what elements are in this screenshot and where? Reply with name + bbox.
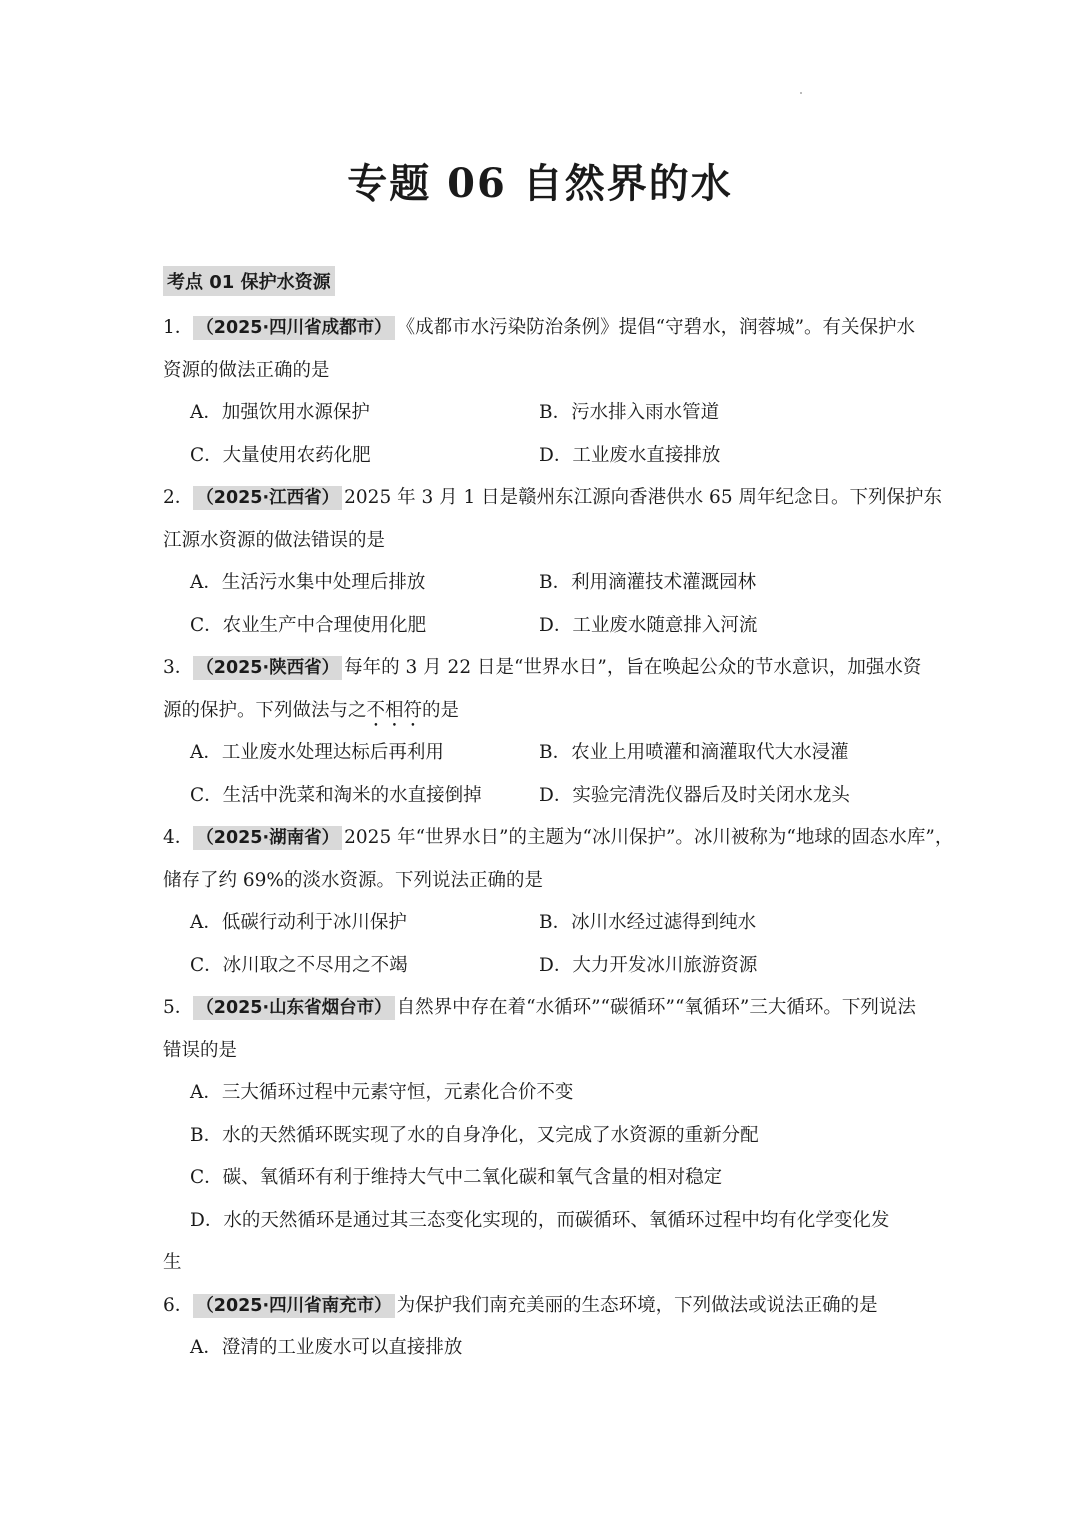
question-number: 4．	[163, 827, 194, 848]
question-stem: 2025 年“世界水日”的主题为“冰川保护”。冰川被称为“地球的固态水库”，	[344, 827, 954, 848]
option-c: C．冰川取之不尽用之不竭	[190, 954, 408, 976]
option-a: A．工业废水处理达标后再利用	[190, 742, 444, 763]
question-source-tag: （2025·四川省成都市）	[193, 316, 394, 340]
stem-text: 的是	[422, 699, 460, 721]
option-b: B．水的天然循环既实现了水的自身净化，又完成了水资源的重新分配	[190, 1124, 759, 1146]
question-6-stem-line	[163, 1285, 923, 1328]
question-number: 5．	[163, 997, 194, 1018]
question-source-tag: （2025·湖南省）	[193, 826, 342, 850]
stem-text: 源的保护。下列做法与之	[163, 699, 367, 721]
option-b: B．污水排入雨水管道	[539, 402, 720, 423]
emphasis-text: 不相符	[366, 699, 423, 721]
page-title: 专题 06 自然界的水	[347, 160, 733, 207]
question-stem: 每年的 3 月 22 日是“世界水日”，旨在唤起公众的节水意识，加强水资	[344, 657, 922, 678]
question-4-options-row-2	[163, 945, 923, 988]
question-2-stem-line	[163, 477, 942, 520]
question-number: 6．	[163, 1294, 194, 1316]
option-c: C．生活中洗菜和淘米的水直接倒掉	[190, 784, 482, 806]
question-5-stem-line	[163, 987, 923, 1030]
option-c: C．农业生产中合理使用化肥	[190, 614, 427, 636]
option-a: A．澄清的工业废水可以直接排放	[190, 1337, 463, 1358]
question-1-stem-cont: 资源的做法正确的是	[163, 359, 330, 381]
option-a: A．加强饮用水源保护	[190, 402, 370, 423]
question-source-tag: （2025·陕西省）	[193, 656, 342, 680]
question-stem: 2025 年 3 月 1 日是赣州东江源向香港供水 65 周年纪念日。下列保护东	[344, 487, 942, 508]
question-list	[163, 307, 954, 1370]
question-2-stem-cont: 江源水资源的做法错误的是	[163, 529, 386, 551]
question-number: 2．	[163, 487, 194, 508]
option-a: A．三大循环过程中元素守恒，元素化合价不变	[190, 1082, 574, 1103]
option-d: D．工业废水随意排入河流	[539, 614, 758, 636]
option-d: D．大力开发冰川旅游资源	[539, 954, 758, 976]
question-number: 1．	[163, 317, 194, 338]
question-4-stem-line	[163, 817, 954, 860]
question-1-stem-line	[163, 307, 923, 350]
option-b: B．冰川水经过滤得到纯水	[539, 912, 757, 933]
option-b: B．农业上用喷灌和滴灌取代大水浸灌	[539, 742, 849, 763]
question-source-tag: （2025·四川省南充市）	[193, 1294, 394, 1318]
question-3-options-row-2	[163, 775, 923, 818]
option-d: D．水的天然循环是通过其三态变化实现的，而碳循环、氧循环过程中均有化学变化发	[190, 1209, 890, 1231]
question-2-options-row-1	[163, 562, 923, 605]
option-d-cont: 生	[163, 1252, 182, 1273]
question-stem: 为保护我们南充美丽的生态环境，下列做法或说法正确的是	[396, 1294, 878, 1316]
scan-speck	[800, 92, 802, 94]
question-4-options-row-1	[163, 902, 923, 945]
question-3-options-row-1	[163, 732, 923, 775]
question-source-tag: （2025·江西省）	[193, 486, 342, 510]
option-c: C．碳、氧循环有利于维持大气中二氧化碳和氧气含量的相对稳定	[190, 1167, 723, 1188]
question-3-stem-line	[163, 647, 923, 690]
question-3-stem-cont	[163, 690, 923, 733]
option-a: A．低碳行动利于冰川保护	[190, 912, 407, 933]
option-d: D．实验完清洗仪器后及时关闭水龙头	[539, 784, 850, 806]
question-stem: 自然界中存在着“水循环”“碳循环”“氧循环”三大循环。下列说法	[396, 997, 916, 1018]
section-heading: 考点 01 保护水资源	[163, 266, 335, 296]
question-1-options-row-2	[163, 435, 923, 478]
option-d: D．工业废水直接排放	[539, 444, 721, 466]
question-1-options-row-1	[163, 392, 923, 435]
option-a: A．生活污水集中处理后排放	[190, 572, 426, 593]
question-5-stem-cont: 错误的是	[163, 1039, 238, 1061]
question-2-options-row-2	[163, 605, 923, 648]
question-source-tag: （2025·山东省烟台市）	[193, 996, 394, 1020]
option-c: C．大量使用农药化肥	[190, 444, 371, 466]
question-number: 3．	[163, 657, 194, 678]
option-b: B．利用滴灌技术灌溉园林	[539, 572, 757, 593]
question-stem: 《成都市水污染防治条例》提倡“守碧水，润蓉城”。有关保护水	[396, 317, 916, 338]
question-4-stem-cont: 储存了约 69%的淡水资源。下列说法正确的是	[163, 869, 544, 891]
